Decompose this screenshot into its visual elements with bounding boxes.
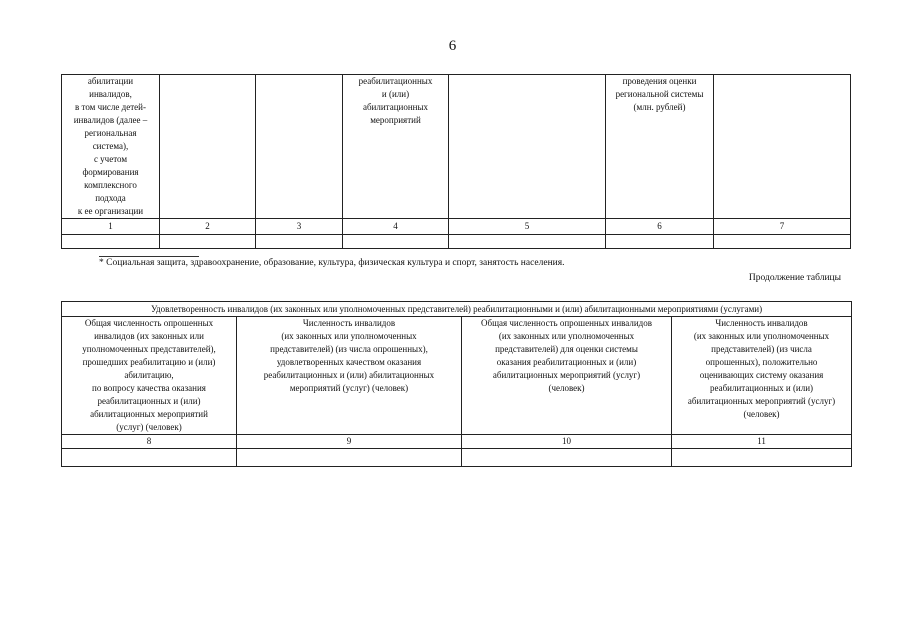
empty-cell <box>606 235 714 249</box>
column-number: 3 <box>256 219 343 235</box>
empty-cell <box>449 235 606 249</box>
column-number: 9 <box>237 435 462 449</box>
column-number-row <box>62 219 851 235</box>
column-number: 5 <box>449 219 606 235</box>
column-number: 10 <box>462 435 672 449</box>
empty-cell <box>160 235 256 249</box>
header-cell-col-3 <box>256 75 343 219</box>
column-number-row <box>62 435 852 449</box>
page-number: 6 <box>448 38 457 54</box>
table-continuation-label: Продолжение таблицы <box>748 273 841 283</box>
header-cell-col-10: Общая численность опрошенных инвалидов (их законных или уполномоченных представителей) для оценки системы оказания реабилитационных и (или) абилитационных мероприятий (услуг) (человек) <box>462 317 672 435</box>
indicator-table-part-1 <box>61 74 851 249</box>
empty-cell <box>256 235 343 249</box>
table-group-header-row <box>62 302 852 317</box>
empty-cell <box>672 449 852 467</box>
empty-cell <box>62 235 160 249</box>
empty-cell <box>237 449 462 467</box>
table-header-row <box>62 75 851 219</box>
column-number: 7 <box>714 219 851 235</box>
satisfaction-group-header: Удовлетворенность инвалидов (их законных или уполномоченных представителей) реабилитационными и (или) абилитационными мероприятиями (услугами) <box>62 302 852 317</box>
empty-cell <box>343 235 449 249</box>
header-cell-col-4: реабилитационных и (или) абилитационных мероприятий <box>343 75 449 219</box>
header-cell-col-7 <box>714 75 851 219</box>
column-number: 4 <box>343 219 449 235</box>
header-cell-col-1: абилитации инвалидов, в том числе детей- инвалидов (далее – региональная система), с учетом формирования комплексного подхода к ее организации <box>62 75 160 219</box>
column-number: 8 <box>62 435 237 449</box>
footnote-divider <box>99 256 199 257</box>
header-cell-col-8: Общая численность опрошенных инвалидов (их законных или уполномоченных представителей), прошедших реабилитацию и (или) абилитацию, по вопросу качества оказания реабилитационных и (или) абилитационных мероприятий (услуг) (человек) <box>62 317 237 435</box>
empty-cell <box>62 449 237 467</box>
empty-cell <box>714 235 851 249</box>
footnote: * Социальная защита, здравоохранение, образование, культура, физическая культура и спорт, занятость населения. <box>99 258 565 268</box>
empty-data-row <box>62 449 852 467</box>
header-cell-col-6: проведения оценки региональной системы (млн. рублей) <box>606 75 714 219</box>
indicator-table-part-2 <box>61 301 852 467</box>
column-number: 1 <box>62 219 160 235</box>
table-header-row <box>62 317 852 435</box>
header-cell-col-5 <box>449 75 606 219</box>
column-number: 11 <box>672 435 852 449</box>
header-cell-col-2 <box>160 75 256 219</box>
header-cell-col-9: Численность инвалидов (их законных или уполномоченных представителей) (из числа опрошенных), удовлетворенных качеством оказания реабилитационных и (или) абилитационных мероприятий (услуг) (человек) <box>237 317 462 435</box>
empty-data-row <box>62 235 851 249</box>
empty-cell <box>462 449 672 467</box>
header-cell-col-11: Численность инвалидов (их законных или уполномоченных представителей) (из числа опрошенных), положительно оценивающих систему оказания реабилитационных и (или) абилитационных мероприятий (услуг) (человек) <box>672 317 852 435</box>
column-number: 2 <box>160 219 256 235</box>
column-number: 6 <box>606 219 714 235</box>
